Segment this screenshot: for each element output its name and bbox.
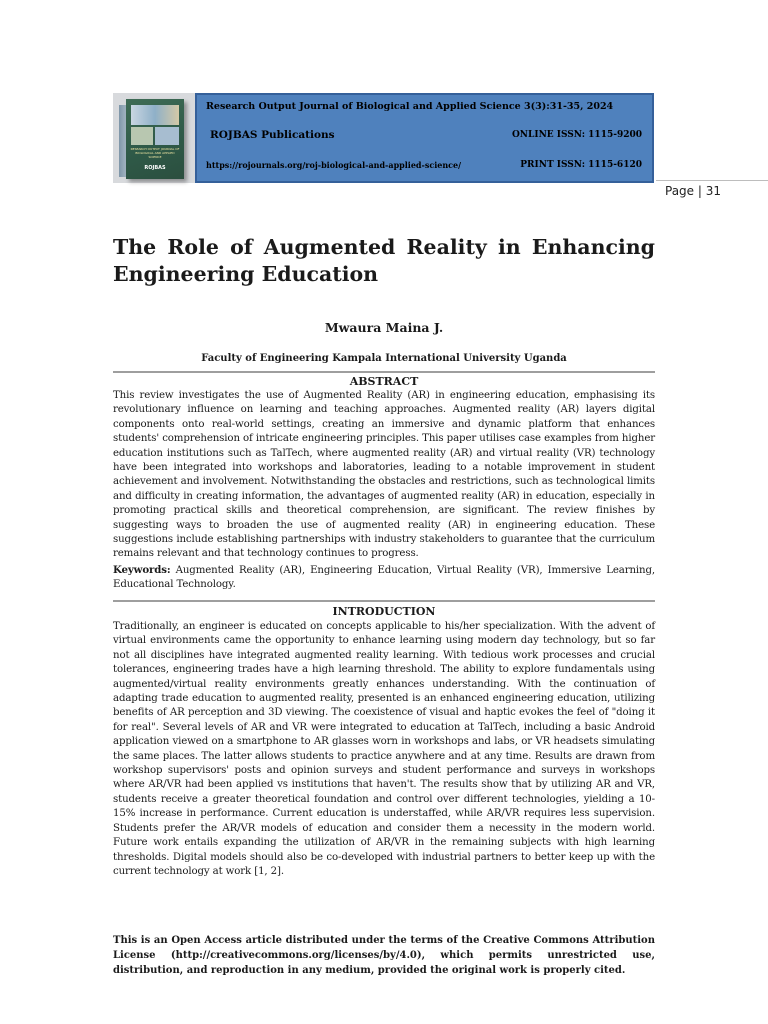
author-affiliation: Faculty of Engineering Kampala International University Uganda	[201, 353, 567, 364]
article-title: The Role of Augmented Reality in Enhancing Engineering Education	[113, 235, 655, 286]
introduction-heading: INTRODUCTION	[332, 605, 436, 618]
abstract-text: This review investigates the use of Augmented Reality (AR) in engineering education, emphasising its revolutionary influence on learning and teaching approaches. Augmented reality (AR) layers digital components onto real-world settings, creating an immersive and dynamic platform that enhances students' comprehension of intricate engineering principles. This paper utilises case examples from higher education institutions such as TalTech, where augmented reality (AR) and virtual reality (VR) technology have been integrated into workshops and laboratories, leading to a notable improvement in student achievement and involvement. Notwithstanding the obstacles and restrictions, such as technological limits and difficulty in creating information, the advantages of augmented reality (AR) in education, especially in promoting practical skills and theoretical comprehension, are significant. The review finishes by suggesting ways to broaden the use of augmented reality (AR) in engineering education. These suggestions include establishing partnerships with industry stakeholders to guarantee that the curriculum remains relevant and that technology continues to progress.	[113, 390, 655, 560]
keywords-line	[113, 563, 655, 593]
section-divider	[113, 600, 655, 602]
cover-photo	[155, 127, 179, 145]
author-name: Mwaura Maina J.	[324, 320, 444, 335]
introduction-text: Traditionally, an engineer is educated on concepts applicable to his/her specialization. With the advent of virtual environments came the opportunity to enhance learning using modern day technology, but so far not all disciplines have integrated augmented reality learning. With tedious work processes and crucial tolerances, engineering trades have a high learning threshold. The ability to explore fundamentals using augmented/virtual reality environments greatly enhances understanding. With the continuation of adapting trade education to augmented reality, presented is an enhanced engineering education, utilizing benefits of AR perception and 3D viewing. The coexistence of visual and haptic evokes the feel of "doing it for real". Several levels of AR and VR were integrated to education at TalTech, including a basic Android application viewed on a smartphone to AR glasses worn in workshops and labs, or VR headsets simulating the same places. The latter allows students to practice anywhere and at any time. Results are drawn from workshop supervisors' posts and opinion surveys and student performance and surveys in workshops where AR/VR had been applied vs institutions that haven't. The results show that by utilizing AR and VR, students receive a greater theoretical foundation and control over different technologies, yielding a 10-15% increase in performance. Current education is understaffed, while AR/VR requires less supervision. Students prefer the AR/VR models of education and consider them a necessity in the modern world. Future work entails expanding the utilization of AR/VR in the remaining subjects with high learning thresholds. Digital models should also be co-developed with industrial partners to better keep up with the current technology at work [1, 2].	[113, 621, 655, 877]
keywords-label: Keywords:	[113, 564, 171, 576]
journal-cover-image	[113, 93, 195, 183]
online-issn: ONLINE ISSN: 1115-9200	[511, 130, 642, 140]
journal-citation: Research Output Journal of Biological and Applied Science 3(3):31-35, 2024	[206, 101, 614, 112]
cover-book	[126, 99, 184, 179]
keywords-list: Augmented Reality (AR), Engineering Education, Virtual Reality (VR), Immersive Learning, Educational Technology.	[113, 565, 655, 591]
cover-publisher: ROJBAS	[144, 165, 166, 171]
publisher-name: ROJBAS Publications	[210, 129, 335, 141]
cover-photo	[131, 105, 179, 125]
license-notice: This is an Open Access article distributed under the terms of the Creative Commons Attribution License (http://creativecommons.org/licenses/by/4.0), which permits unrestricted use, distribution, and reproduction in any medium, provided the original work is properly cited.	[113, 935, 655, 976]
journal-url[interactable]: https://rojournals.org/roj-biological-and-applied-science/	[206, 160, 462, 170]
abstract-heading: ABSTRACT	[349, 375, 419, 388]
page-number: Page | 31	[665, 184, 721, 198]
header-divider	[656, 180, 768, 181]
cover-photo	[131, 127, 153, 145]
cover-title: RESEARCH OUTPUT JOURNAL OF BIOLOGICAL AND APPLIED SCIENCE	[130, 147, 180, 159]
journal-banner	[195, 93, 654, 183]
print-issn: PRINT ISSN: 1115-6120	[520, 160, 642, 170]
section-divider	[113, 371, 655, 373]
